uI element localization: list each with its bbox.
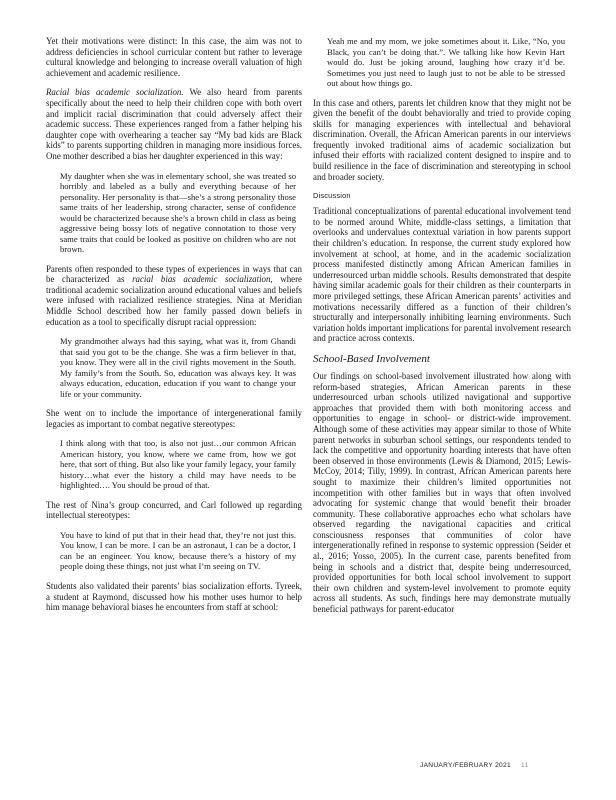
paragraph: [46, 87, 302, 161]
run-in-heading: Racial bias academic socialization.: [46, 87, 184, 98]
block-quote: Yeah me and my mom, we joke sometimes about it. Like, “No, you Black, you can’t be doing that.”. We talking like how Kevin Hart would do. Just be joking around, laughing how crazy it’d be. Sometimes you just need to laugh just to not be able to be stressed out about how things go.: [327, 36, 565, 88]
paragraph: Traditional conceptualizations of parental educational involvement tend to be normed around White, middle-class settings, a limitation that overlooks and undervalues contextual variation in how parents support their children’s education. In response, the current study explored how involvement at school, at home, and in the academic socialization process manifested distinctly among African American families in underresourced urban middle schools. Results demonstrated that despite having similar academic goals for their children as their counterparts in more privileged settings, these African American parents’ activities and motivations necessarily differed as a function of their children’s structurally and interpersonally inhibiting learning environments. Such variation holds important implications for parental involvement research and practice across contexts.: [313, 206, 571, 344]
subsection-heading: School-Based Involvement: [313, 352, 430, 365]
block-quote: My grandmother always had this saying, what was it, from Ghandi that said you got to be the change. She was a firm believer in that, you know. They were all in the civil rights movement in the South. My family’s from the South. So, education was always key. It was always education, education, education if you want to change your life or your community.: [60, 336, 296, 399]
paragraph-text: , where traditional academic socialization around educational values and beliefs were infused with racialized resilience strategies. Nina at Meridian Middle School described how her family passed down beliefs in education as a tool to specifically disrupt racial oppression:: [46, 274, 302, 327]
issue-label: JANUARY/FEBRUARY 2021: [420, 762, 511, 769]
paragraph: [46, 264, 302, 328]
paragraph-text: Parents often responded to these types of experiences in ways that can be characterized as: [46, 263, 302, 285]
block-quote: You have to kind of put that in their head that, they’re not just this. You know, I can be more. I can be an astronaut, I can be a doctor, I can be an engineer. You know, because there’s a history of my people doing these things, not just what I’m seeing on TV.: [60, 529, 296, 572]
section-heading: Discussion: [313, 191, 351, 201]
paragraph: Yet their motivations were distinct: In this case, the aim was not to address deficiencies in school curricular content but rather to leverage cultural knowledge and belonging to increase overall valuation of high achievement and academic resilience.: [46, 36, 302, 78]
paragraph: The rest of Nina’s group concurred, and Carl followed up regarding intellectual stereotypes:: [46, 499, 302, 521]
page-number: 11: [520, 762, 529, 769]
block-quote: My daughter when she was in elementary school, she was treated so horribly and labeled as a bully and everything because of her personality. Her personality is that—she’s a strong personality those same traits of her leadership, strong character, sense of confidence would be characterized because she’s a brown child in class as being aggressive being bossy lots of negative connotation to those very same traits that could be looked as positive on children who are not brown.: [60, 170, 297, 255]
paragraph-text: We also heard from parents specifically about the need to help their children cope with both overt and implicit racial discrimination that could adversely affect their academic success. These experiences ranged from a father helping his daughter cope with overhearing a teacher say “My bad kids are Black kids” to parents supporting children in managing more insidious forces. One mother described a bias her daughter experienced in this way:: [46, 87, 302, 161]
block-quote: I think along with that too, is also not just…our common African American history, you know, where we came from, how we got here, that sort of thing. But also like your family legacy, your family history…what ever the history a child may have needs to be highlighted…. You should be proud of that.: [60, 438, 296, 491]
paragraph: She went on to include the importance of intergenerational family legacies as important to combat negative stereotypes:: [46, 408, 302, 429]
paragraph: Students also validated their parents’ bias socialization efforts. Tyreek, a student at Raymond, discussed how his mother uses humor to help him manage behavioral biases he encounters from staff at school:: [46, 580, 302, 613]
left-column: [46, 36, 302, 622]
right-column: [313, 36, 571, 624]
italic-term: racial bias academic socialization: [132, 274, 271, 285]
paragraph: Our findings on school-based involvement illustrated how along with reform-based strategies, African American parents in these underresourced urban schools utilized navigational and supportive approaches that provided them with both monitoring access and opportunities to engage in school- or district-wide improvement. Although some of these activities may appear similar to those of White parent networks in suburban school settings, our respondents tended to lack the competitive and opportunity hoarding interests that have often been observed in those environments (Lewis & Diamond, 2015; Lewis-McCoy, 2014; Tilly, 1999). In contrast, African American parents here sought to maximize their children’s limited opportunities not incompetition with other families but in ways that often involved advocating for systemic change that would benefit their broader community. These collaborative approaches echo what scholars have observed regarding the navigational capacities and critical consciousness responses that communities of color have intergenerationally refined in response to systemic oppression (Seider et al., 2016; Yosso, 2005). In the current case, parents benefited from being in schools and a district that, despite being underresourced, provided opportunities for both local school involvement to support their own children and system-level involvement to promote equity across all students. As such, findings here may demonstrate mutually beneficial pathways for parent-educator: [313, 370, 571, 615]
page-footer: [420, 762, 528, 769]
paragraph: In this case and others, parents let children know that they might not be given the benefit of the doubt behaviorally and tried to provide coping skills for managing experiences with intellectual and behavioral discrimination. Overall, the African American parents in our interviews frequently invoked traditional aims of academic socialization but infused their efforts with racialized content designed to inspire and to build resilience in the face of discrimination and stereotyping in school and broader society.: [313, 97, 571, 182]
